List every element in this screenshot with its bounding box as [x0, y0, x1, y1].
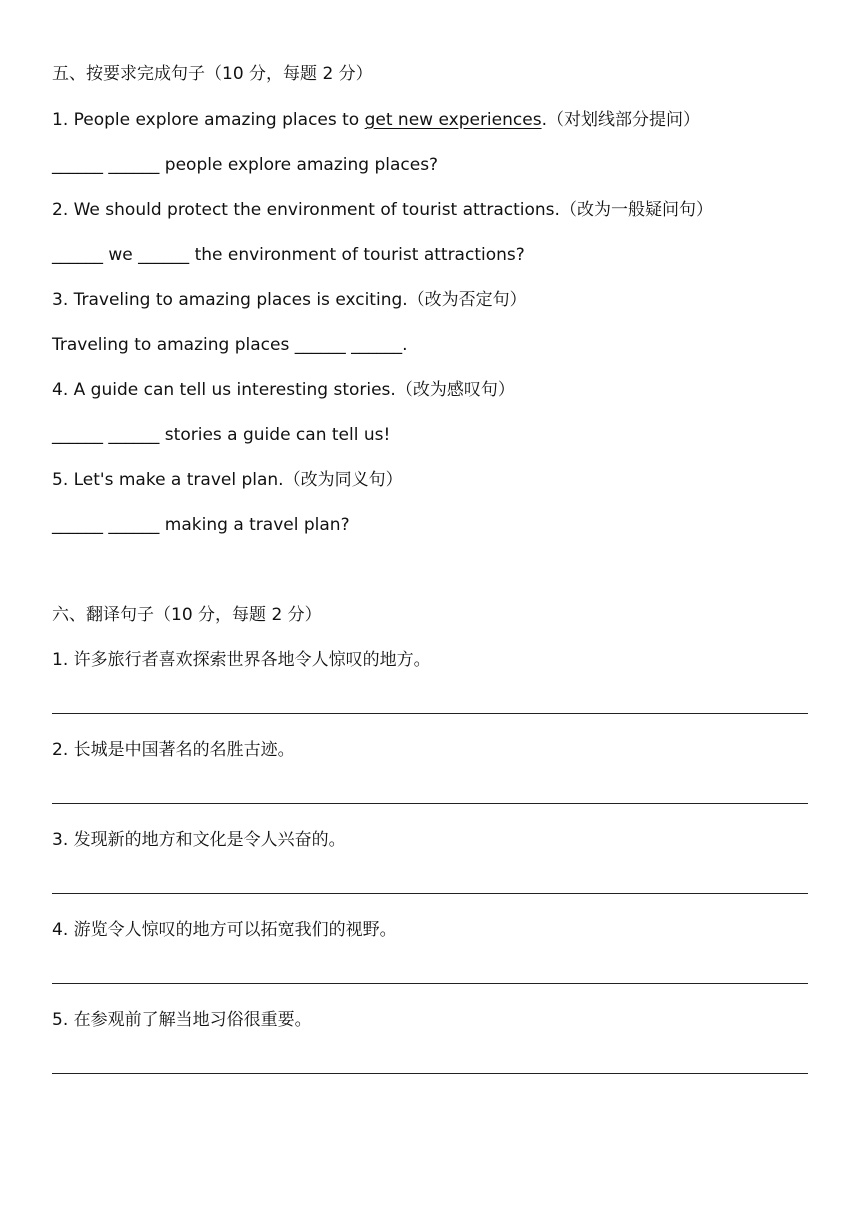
section-5-heading: 五、按要求完成句子（10 分，每题 2 分） — [52, 64, 373, 84]
s6-answer-line-5[interactable] — [52, 1073, 808, 1074]
s5-question-4: 4. A guide can tell us interesting stories.（改为感叹句） — [52, 380, 515, 400]
s5-q1-underlined-part: get new experiences — [364, 110, 542, 130]
s5-answer-4[interactable]: ______ ______ stories a guide can tell us! — [52, 425, 391, 445]
s5-question-2: 2. We should protect the environment of tourist attractions.（改为一般疑问句） — [52, 200, 713, 220]
s5-q1-prefix: 1. People explore amazing places to — [52, 110, 365, 130]
s5-answer-2[interactable]: ______ we ______ the environment of tourist attractions? — [52, 245, 525, 265]
s5-question-5: 5. Let's make a travel plan.（改为同义句） — [52, 470, 403, 490]
section-6-heading: 六、翻译句子（10 分，每题 2 分） — [52, 605, 322, 625]
s6-answer-line-3[interactable] — [52, 893, 808, 894]
s6-question-1: 1. 许多旅行者喜欢探索世界各地令人惊叹的地方。 — [52, 650, 431, 670]
s5-question-3: 3. Traveling to amazing places is exciting.（改为否定句） — [52, 290, 527, 310]
s6-answer-line-4[interactable] — [52, 983, 808, 984]
s5-answer-1[interactable]: ______ ______ people explore amazing places? — [52, 155, 439, 175]
s5-answer-3[interactable]: Traveling to amazing places ______ ______. — [52, 335, 408, 355]
s5-q1-suffix: .（对划线部分提问） — [541, 110, 700, 130]
s6-question-2: 2. 长城是中国著名的名胜古迹。 — [52, 740, 295, 760]
s6-answer-line-2[interactable] — [52, 803, 808, 804]
s6-answer-line-1[interactable] — [52, 713, 808, 714]
s6-question-3: 3. 发现新的地方和文化是令人兴奋的。 — [52, 830, 346, 850]
s5-question-1 — [52, 108, 700, 132]
s5-answer-5[interactable]: ______ ______ making a travel plan? — [52, 515, 350, 535]
s6-question-5: 5. 在参观前了解当地习俗很重要。 — [52, 1010, 312, 1030]
s6-question-4: 4. 游览令人惊叹的地方可以拓宽我们的视野。 — [52, 920, 397, 940]
